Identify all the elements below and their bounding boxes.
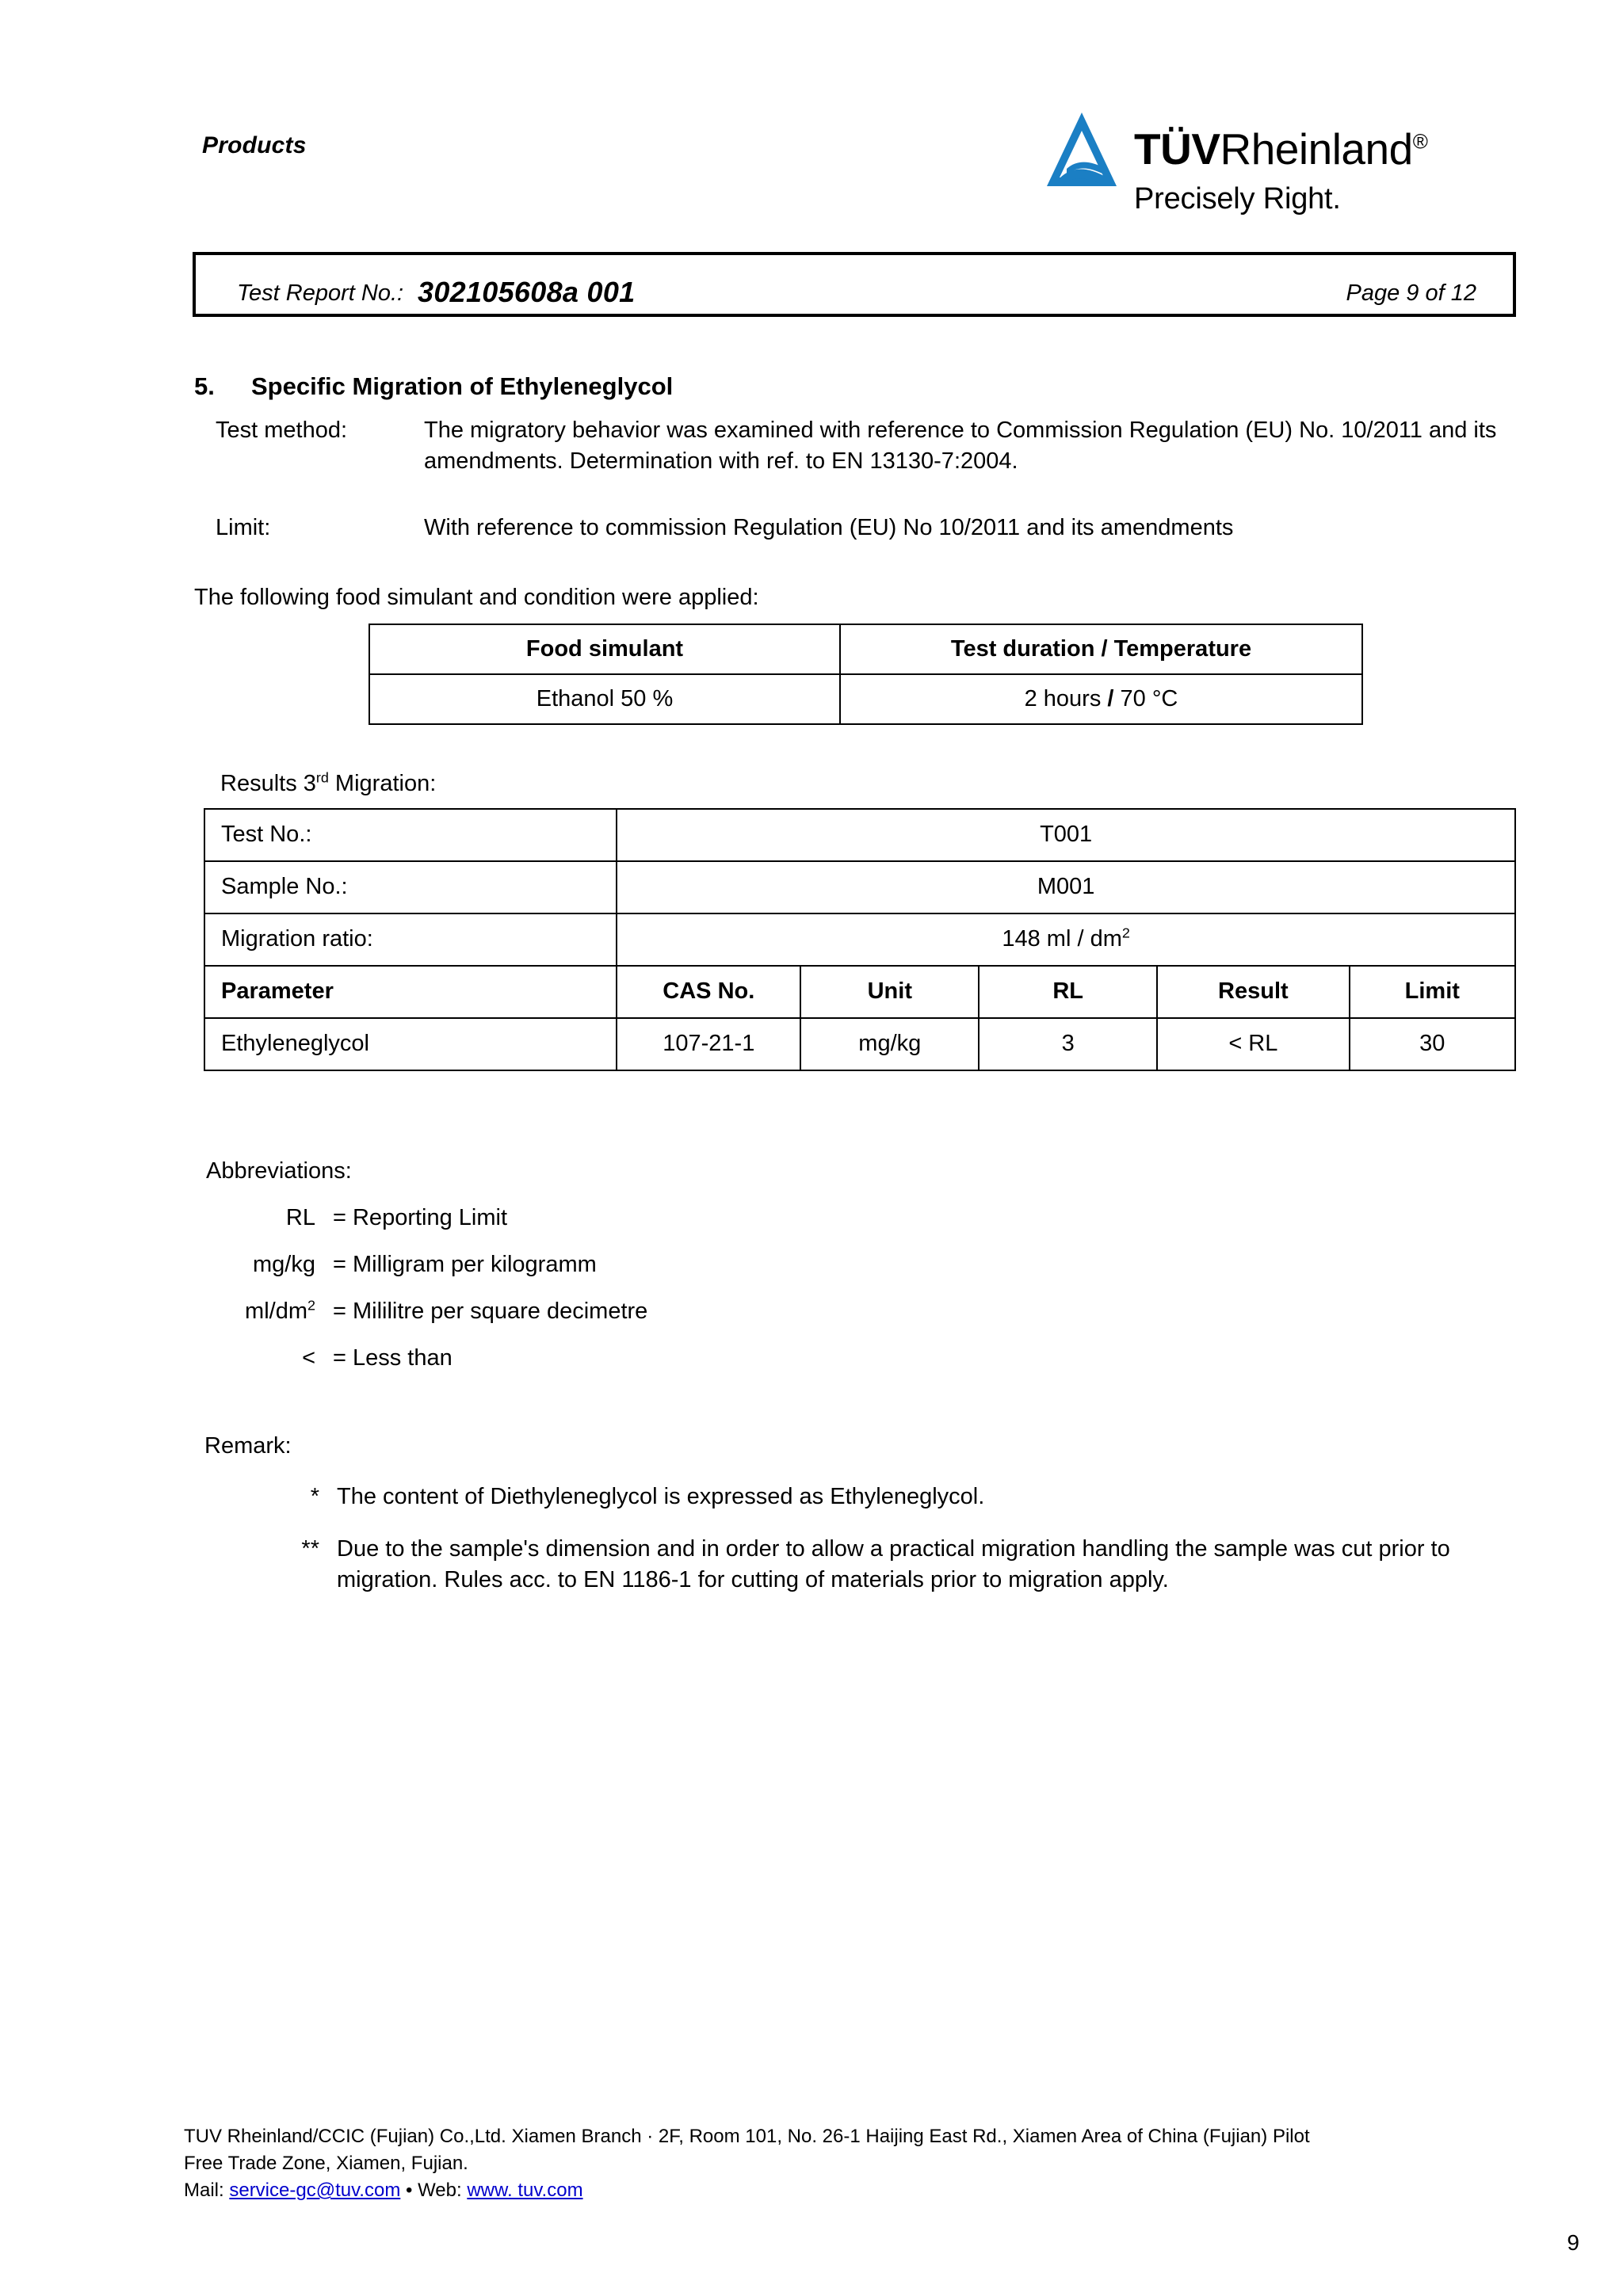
duration-separator: / (1107, 685, 1114, 711)
logo-wordmark-bold: TÜV (1134, 124, 1220, 174)
results-label-ordinal: rd (315, 769, 329, 786)
column-header-food-simulant: Food simulant (369, 624, 840, 674)
abbreviation-term-text: RL (285, 1204, 315, 1230)
migration-ratio-text: 148 ml / dm (1002, 926, 1122, 952)
mail-label: Mail: (184, 2180, 230, 2202)
cell-rl: 3 (979, 1018, 1157, 1070)
abbreviation-term-text: < (302, 1344, 315, 1371)
abbreviation-term (0, 1345, 333, 1371)
remark-title: Remark: (204, 1432, 292, 1459)
logo-wordmark-light: Rheinland (1220, 124, 1413, 174)
food-simulant-table (369, 624, 1363, 725)
report-number-box (193, 252, 1516, 317)
page-number: 9 (1567, 2230, 1579, 2255)
column-header-rl: RL (979, 966, 1157, 1018)
abbreviation-term-text: mg/kg (253, 1251, 315, 1277)
results-label-prefix: Results 3 (220, 770, 316, 796)
logo-wordmark (1134, 124, 1428, 174)
abbreviation-definition: = Milligram per kilogramm (333, 1251, 597, 1277)
cell-food-simulant: Ethanol 50 % (369, 674, 840, 724)
report-number-value: 302105608a 001 (418, 276, 636, 308)
table-row (369, 674, 1362, 724)
abbreviation-definition: = Reporting Limit (333, 1204, 508, 1230)
list-item (0, 1534, 1623, 1595)
label-test-no: Test No.: (204, 809, 617, 861)
document-header (193, 123, 1516, 242)
report-number-label: Test Report No.: (237, 280, 404, 306)
test-method-value: The migratory behavior was examined with reference to Commission Regulation (EU) No. 10/2011 and its amendments. Determination with ref. to EN 13130-7:2004. (424, 418, 1497, 474)
remark-marker: * (310, 1483, 319, 1509)
table-row (204, 1018, 1515, 1070)
test-method-label: Test method: (216, 418, 348, 443)
limit-label: Limit: (216, 515, 271, 541)
abbreviation-term (0, 1205, 333, 1231)
abbreviations-title: Abbreviations: (206, 1158, 352, 1184)
list-item (0, 1299, 1623, 1325)
cell-result: < RL (1157, 1018, 1350, 1070)
limit-row (216, 513, 1623, 543)
table-header-row (369, 624, 1362, 674)
section-title: Specific Migration of Ethyleneglycol (251, 372, 674, 400)
document-body (0, 372, 1623, 1595)
results-label-suffix: Migration: (328, 770, 437, 796)
duration-prefix: 2 hours (1024, 685, 1108, 711)
label-migration-ratio: Migration ratio: (204, 913, 617, 966)
page-indicator: Page 9 of 12 (1346, 280, 1476, 306)
tuv-rheinland-logo (1041, 115, 1516, 242)
remark-text: The content of Diethyleneglycol is expressed as Ethyleneglycol. (337, 1483, 985, 1509)
footer-address-line1: TUV Rheinland/CCIC (Fujian) Co.,Ltd. Xiamen Branch · 2F, Room 101, No. 26-1 Haijing East Rd., Xiamen Area of China (Fujian) Pilot (184, 2126, 1310, 2147)
column-header-unit: Unit (800, 966, 979, 1018)
abbreviation-term-exponent: 2 (307, 1297, 315, 1314)
abbreviation-term-text: ml/dm (245, 1298, 307, 1324)
simulant-lead-text: The following food simulant and condition were applied: (194, 584, 759, 610)
label-sample-no: Sample No.: (204, 861, 617, 913)
column-header-cas-no: CAS No. (617, 966, 800, 1018)
cell-duration-temperature (840, 674, 1362, 724)
table-row-sample-no (204, 861, 1515, 913)
section-heading (194, 372, 1623, 401)
website-link[interactable]: www. tuv.com (467, 2180, 583, 2202)
abbreviations-list (0, 1205, 1623, 1371)
document-footer (184, 2123, 1515, 2204)
value-sample-no: M001 (617, 861, 1515, 913)
column-header-result: Result (1157, 966, 1350, 1018)
remark-text: Due to the sample's dimension and in order to allow a practical migration handling the sample was cut prior to migration. Rules acc. to EN 1186-1 for cutting of materials prior to migration apply. (337, 1536, 1450, 1592)
email-link[interactable]: service-gc@tuv.com (229, 2180, 401, 2202)
list-item (0, 1345, 1623, 1371)
logo-tagline: Precisely Right. (1134, 182, 1341, 215)
remark-list (0, 1482, 1623, 1596)
column-header-duration-temperature: Test duration / Temperature (840, 624, 1362, 674)
abbreviation-definition: = Mililitre per square decimetre (333, 1298, 648, 1324)
products-label: Products (202, 132, 307, 158)
table-row-test-no (204, 809, 1515, 861)
list-item (0, 1482, 1623, 1512)
cell-limit: 30 (1350, 1018, 1515, 1070)
section-number: 5. (194, 372, 215, 400)
cell-unit: mg/kg (800, 1018, 979, 1070)
registered-trademark-icon: ® (1412, 129, 1428, 154)
web-label: Web: (418, 2180, 468, 2202)
migration-ratio-exponent: 2 (1121, 925, 1130, 941)
abbreviation-term (0, 1252, 333, 1278)
results-migration-label (220, 771, 1623, 797)
cell-cas-no: 107-21-1 (617, 1018, 800, 1070)
value-test-no: T001 (617, 809, 1515, 861)
table-row-migration-ratio (204, 913, 1515, 966)
footer-contact-line (184, 2177, 1515, 2204)
test-method-row (216, 415, 1623, 476)
results-table (204, 808, 1516, 1071)
column-header-limit: Limit (1350, 966, 1515, 1018)
list-item (0, 1205, 1623, 1231)
abbreviation-term (0, 1299, 333, 1325)
table-header-row (204, 966, 1515, 1018)
footer-separator: • (400, 2180, 418, 2202)
remark-marker: ** (301, 1536, 319, 1562)
abbreviation-definition: = Less than (333, 1344, 453, 1371)
value-migration-ratio (617, 913, 1515, 966)
cell-parameter: Ethyleneglycol (204, 1018, 617, 1070)
column-header-parameter: Parameter (204, 966, 617, 1018)
limit-value: With reference to commission Regulation (EU) No 10/2011 and its amendments (424, 515, 1234, 541)
footer-address-line2: Free Trade Zone, Xiamen, Fujian. (184, 2153, 468, 2175)
list-item (0, 1252, 1623, 1278)
tuv-triangle-logo-icon (1041, 110, 1123, 193)
duration-suffix: 70 °C (1113, 685, 1178, 711)
